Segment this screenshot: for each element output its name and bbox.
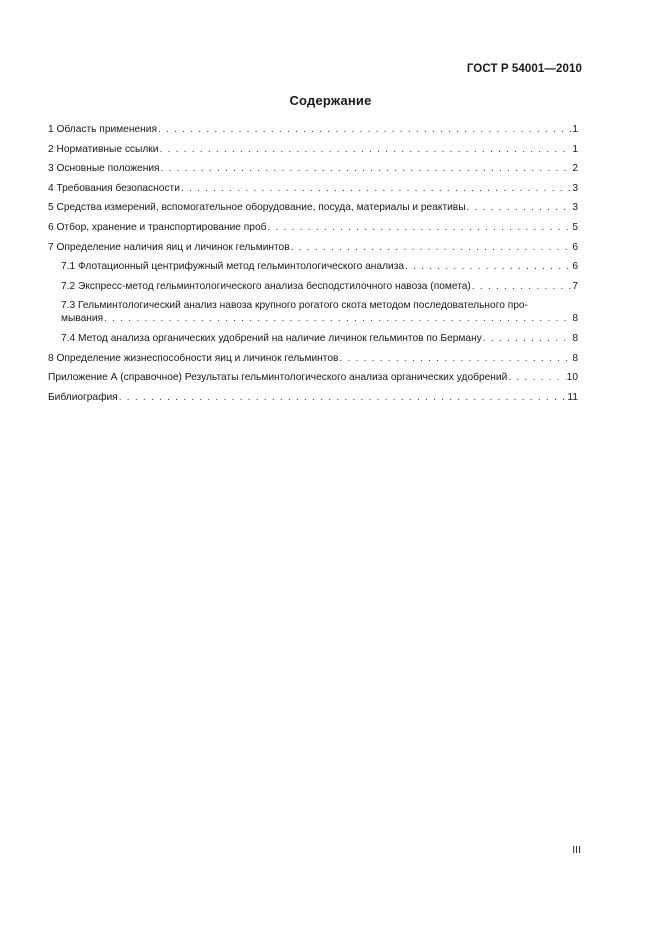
toc-leader-dots	[405, 260, 571, 273]
toc-entry-1[interactable]	[48, 123, 578, 136]
toc-page-number: 6	[572, 241, 578, 253]
toc-page-number: 10	[566, 372, 578, 384]
toc-leader-dots	[161, 162, 572, 175]
toc-entry-text: 7.1 Флотационный центрифужный метод гельминтологического анализа	[61, 261, 405, 273]
toc-leader-dots	[467, 201, 572, 214]
toc-entry-text: 3 Основные положения	[48, 163, 160, 175]
toc-entry-text: 7.2 Экспресс-метод гельминтологического анализа бесподстилочного навоза (помета)	[61, 280, 471, 292]
toc-entry-text: 1 Область применения	[48, 124, 157, 135]
toc-page-number: 5	[572, 221, 578, 233]
page-number: III	[572, 844, 581, 856]
toc-leader-dots	[472, 280, 572, 293]
toc-entry-bibliography[interactable]	[48, 391, 578, 404]
toc-page-number: 1	[572, 124, 578, 135]
toc-page-number: 7	[572, 280, 578, 292]
toc-entry-continuation	[61, 312, 578, 325]
toc-entry-text: 7 Определение наличия яиц и личинок гельминтов	[48, 241, 290, 253]
toc-title: Содержание	[289, 93, 372, 108]
document-code: ГОСТ Р 54001—2010	[466, 63, 582, 75]
toc-leader-dots	[508, 371, 565, 384]
toc-entry-4[interactable]	[48, 182, 578, 195]
toc-leader-dots	[104, 312, 571, 325]
toc-entry-text: 5 Средства измерений, вспомогательное оборудование, посуда, материалы и реактивы	[48, 202, 466, 214]
toc-entry-text: 8 Определение жизнеспособности яиц и личинок гельминтов	[48, 352, 339, 364]
toc-entry-text-line1: 7.3 Гельминтологический анализ навоза крупного рогатого скота методом последовательного про-	[61, 300, 528, 312]
toc-page-number: 8	[572, 313, 578, 325]
toc-leader-dots	[158, 123, 571, 136]
toc-page-number: 2	[572, 163, 578, 175]
toc-entry-text: 4 Требования безопасности	[48, 182, 180, 194]
toc-leader-dots	[483, 332, 572, 345]
toc-leader-dots	[339, 352, 571, 365]
toc-page-number: 1	[572, 143, 578, 155]
toc-leader-dots	[159, 143, 571, 156]
toc-entry-7-4[interactable]	[48, 332, 578, 345]
toc-leader-dots	[181, 182, 571, 195]
toc-entry-7[interactable]	[48, 241, 578, 254]
toc-entry-2[interactable]	[48, 143, 578, 156]
toc-page-number: 6	[572, 261, 578, 273]
toc-leader-dots	[267, 221, 571, 234]
toc-entry-6[interactable]	[48, 221, 578, 234]
toc-entry-text-line2: мывания	[61, 313, 104, 325]
toc-page-number: 3	[572, 182, 578, 194]
toc-entry-text: 7.4 Метод анализа органических удобрений на наличие личинок гельминтов по Берману	[61, 332, 482, 344]
toc-entry-text: 6 Отбор, хранение и транспортирование проб	[48, 221, 267, 233]
toc-entry-3[interactable]	[48, 162, 578, 175]
toc-entry-text: Библиография	[48, 391, 118, 403]
toc-entry-text: 2 Нормативные ссылки	[48, 143, 159, 155]
toc-page-number: 3	[572, 202, 578, 214]
toc-page-number: 8	[572, 332, 578, 344]
toc-entry-7-3[interactable]	[48, 299, 578, 325]
toc-page-number: 8	[572, 352, 578, 364]
table-of-contents	[48, 123, 578, 410]
toc-entry-7-2[interactable]	[48, 280, 578, 293]
toc-entry-5[interactable]	[48, 201, 578, 214]
toc-page-number: 11	[567, 391, 578, 403]
toc-leader-dots	[291, 241, 572, 254]
toc-entry-8[interactable]	[48, 352, 578, 365]
toc-leader-dots	[119, 391, 567, 404]
toc-entry-appendix-a[interactable]	[48, 371, 578, 384]
toc-entry-7-1[interactable]	[48, 260, 578, 273]
toc-entry-text: Приложение А (справочное) Результаты гельминтологического анализа органических удобрений	[48, 372, 508, 384]
